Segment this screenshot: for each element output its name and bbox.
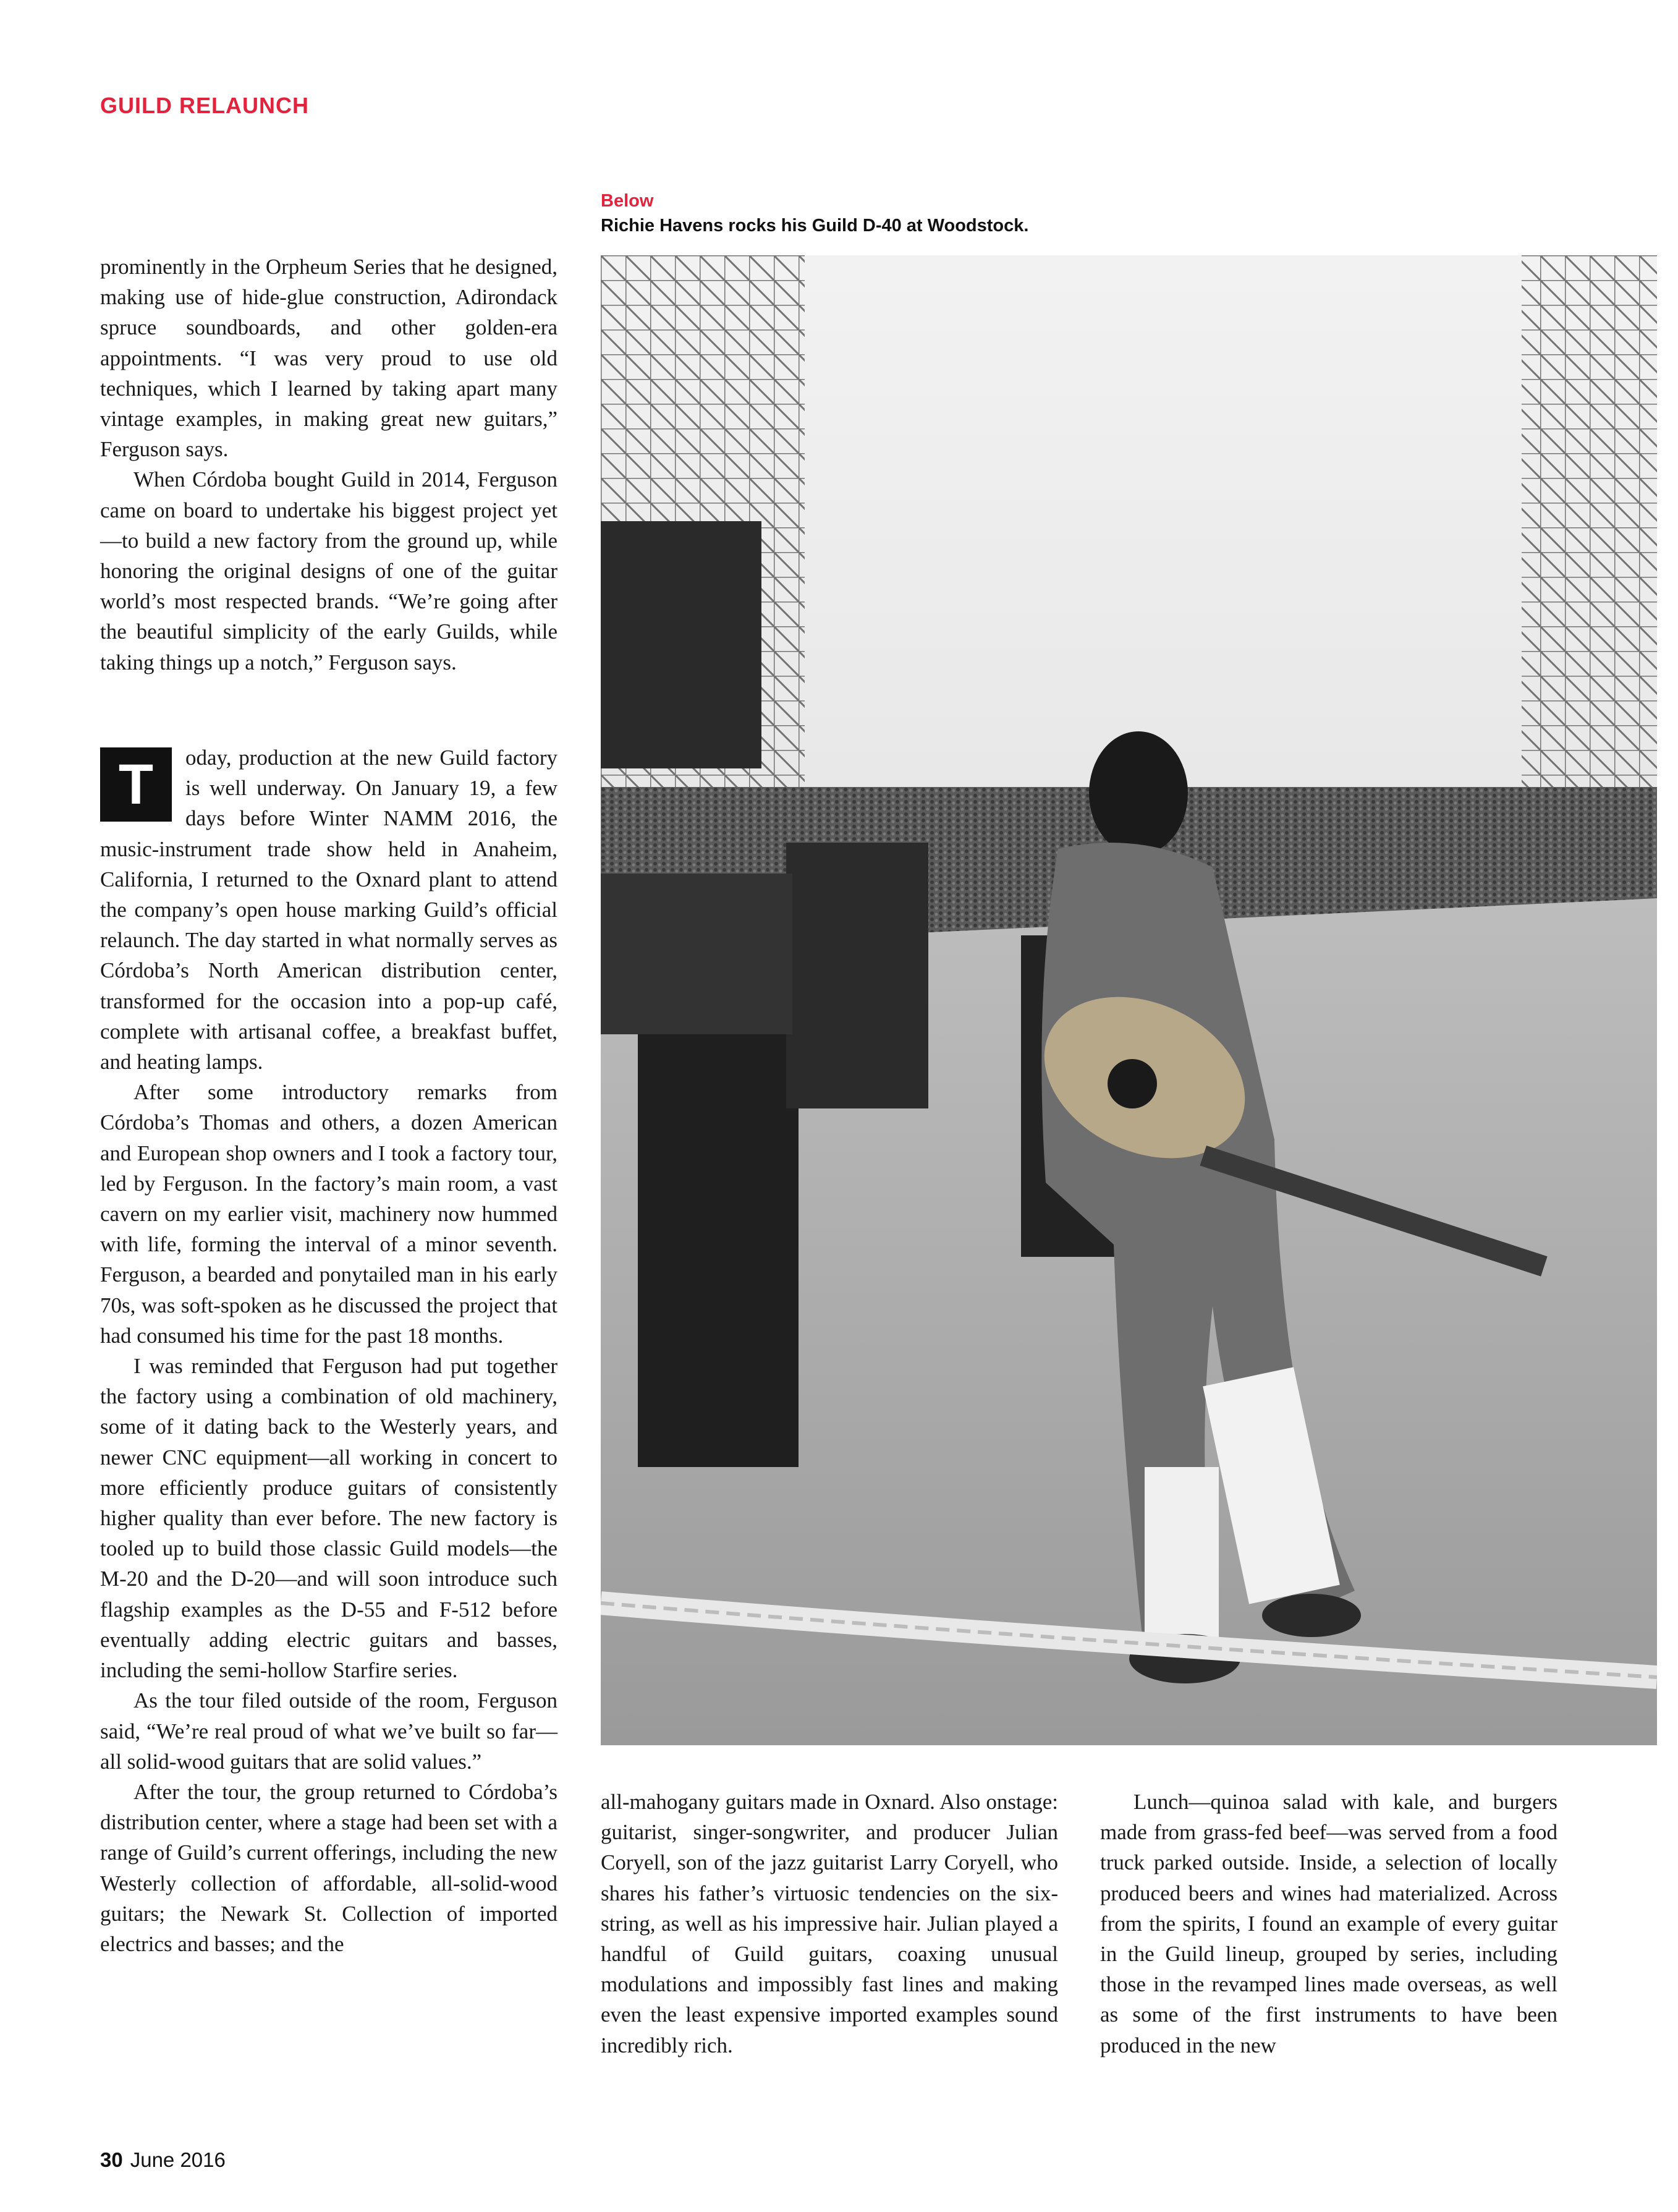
- dropcap-paragraph: [100, 742, 557, 1077]
- article-column-2: [601, 1787, 1058, 2061]
- article-column-1: [100, 252, 557, 678]
- paragraph: prominently in the Orpheum Series that he designed, making use of hide-glue construction, Adirondack spruce soundboards, and other golden-era appointments. “I was very proud to use old techniques, which I learned by taking apart many vintage examples, in making great new guitars,” Ferguson says.: [100, 255, 557, 462]
- paragraph: After some introductory remarks from Córdoba’s Thomas and others, a dozen American and European shop owners and I took a factory tour, led by Ferguson. In the factory’s main room, a vast cavern on my earlier visit, machinery now hummed with life, forming the interval of a minor seventh. Ferguson, a bearded and ponytailed man in his early 70s, was soft-spoken as he discussed the project that had consumed his time for the past 18 months.: [100, 1080, 557, 1348]
- concert-photo-icon: [601, 255, 1657, 1745]
- concert-photo: [601, 255, 1657, 1745]
- paragraph: Lunch—quinoa salad with kale, and burgers made from grass-fed beef—was served from a food truck parked outside. Inside, a selection of locally produced beers and wines had materialized. Across from the spirits, I found an example of every guitar in the Guild lineup, grouped by series, including those in the revamped lines made overseas, as well as some of the first instruments to have been produced in the new: [1100, 1790, 1557, 2057]
- article-column-1-continued: [100, 742, 557, 1959]
- paragraph: After the tour, the group returned to Córdoba’s distribution center, where a stage had been set with a range of Guild’s current offerings, including the new Westerly collection of affordable, all-solid-wood guitars; the Newark St. Collection of imported electrics and basses; and the: [100, 1779, 557, 1956]
- photo-caption: [601, 189, 1651, 238]
- paragraph: I was reminded that Ferguson had put together the factory using a combination of old machinery, some of it dating back to the Westerly years, and newer CNC equipment—all working in concert to more efficiently produce guitars of consistently higher quality than ever before. The new factory is tooled up to build those classic Guild models—the M-20 and the D-20—and will soon introduce such flagship examples as the D-55 and F-512 before eventually adding electric guitars and basses, including the semi-hollow Starfire series.: [100, 1354, 557, 1683]
- paragraph: all-mahogany guitars made in Oxnard. Also onstage: guitarist, singer-songwriter, and producer Julian Coryell, son of the jazz guitarist Larry Coryell, who shares his father’s virtuosic tendencies on the six-string, as well as his impressive hair. Julian played a handful of Guild guitars, coaxing unusual modulations and impossibly fast lines and making even the least expensive imported examples sound incredibly rich.: [601, 1790, 1058, 2057]
- article-column-3: [1100, 1787, 1557, 2061]
- section-title: GUILD RELAUNCH: [100, 93, 309, 118]
- page-number: 30: [100, 2148, 123, 2171]
- caption-kicker: Below: [601, 191, 654, 211]
- page-footer: [100, 2148, 226, 2172]
- caption-text: Richie Havens rocks his Guild D-40 at Woodstock.: [601, 216, 1029, 236]
- paragraph: When Córdoba bought Guild in 2014, Ferguson came on board to undertake his biggest project yet—to build a new factory from the ground up, while honoring the original designs of one of the guitar world’s most respected brands. “We’re going after the beautiful simplicity of the early Guilds, while taking things up a notch,” Ferguson says.: [100, 467, 557, 674]
- dropcap-paragraph-text: oday, production at the new Guild factory is well underway. On January 19, a few days before Winter NAMM 2016, the music-instrument trade show held in Anaheim, California, I returned to the Oxnard plant to attend the company’s open house marking Guild’s official relaunch. The day started in what normally serves as Córdoba’s North American distribution center, transformed for the occasion into a pop-up café, complete with artisanal coffee, a breakfast buffet, and heating lamps.: [100, 746, 557, 1074]
- paragraph: As the tour filed outside of the room, Ferguson said, “We’re real proud of what we’ve built so far—all solid-wood guitars that are solid values.”: [100, 1688, 557, 1774]
- issue-date: June 2016: [130, 2148, 226, 2171]
- drop-cap: T: [100, 747, 172, 822]
